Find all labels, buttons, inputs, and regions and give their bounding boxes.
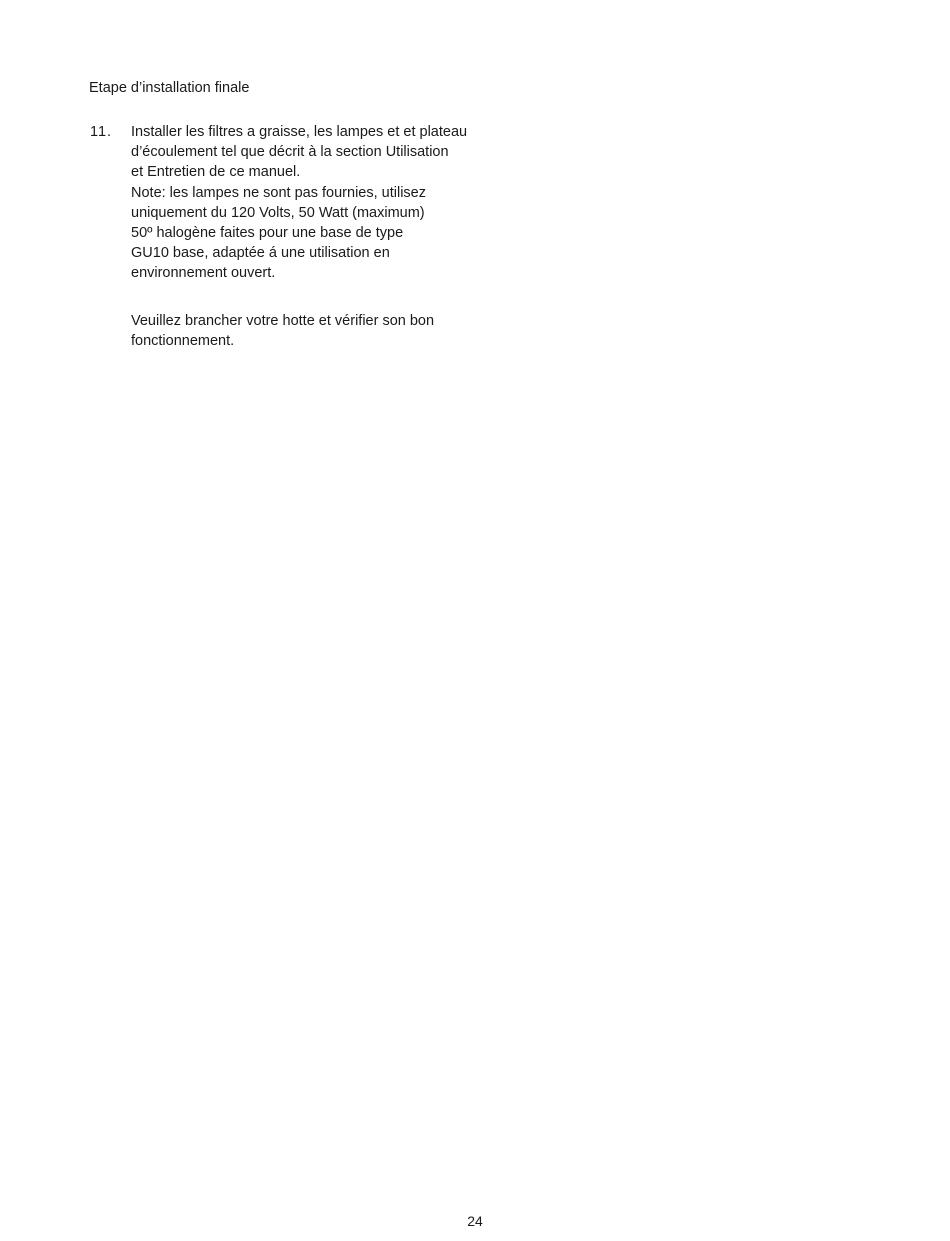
step-body — [131, 122, 511, 351]
note-paragraph — [131, 183, 511, 283]
instruction-line: et Entretien de ce manuel. — [131, 164, 301, 180]
spacer — [131, 283, 511, 311]
section-heading: Etape d’installation finale — [89, 80, 250, 96]
step-number: 11. — [90, 124, 113, 140]
note-line: Note: les lampes ne sont pas fournies, utilisez — [131, 185, 426, 201]
instruction-paragraph — [131, 122, 511, 182]
note-line: uniquement du 120 Volts, 50 Watt (maximum) — [131, 205, 425, 221]
final-line: Veuillez brancher votre hotte et vérifier son bon — [131, 313, 435, 329]
final-line: fonctionnement. — [131, 333, 235, 349]
instruction-line: d’écoulement tel que décrit à la section Utilisation — [131, 144, 449, 160]
final-paragraph — [131, 311, 511, 351]
note-line: 50º halogène faites pour une base de type — [131, 225, 404, 241]
instruction-line: Installer les filtres a graisse, les lampes et et plateau — [131, 124, 468, 140]
page-number: 24 — [467, 1213, 483, 1229]
note-line: GU10 base, adaptée á une utilisation en — [131, 245, 390, 261]
note-line: environnement ouvert. — [131, 265, 276, 281]
